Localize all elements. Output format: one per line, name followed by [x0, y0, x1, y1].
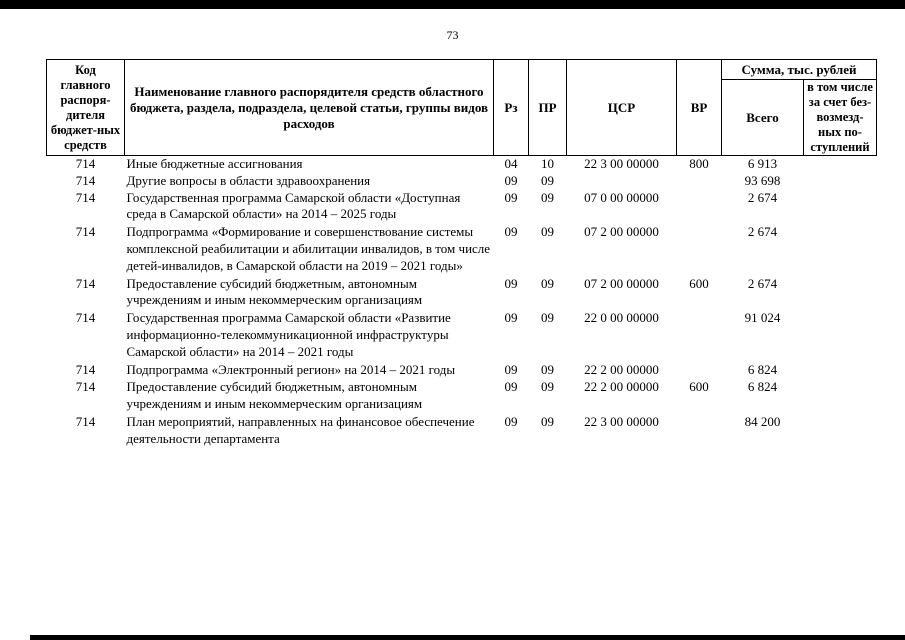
cell-pr: 10 [541, 156, 554, 171]
cell-rz: 09 [504, 275, 518, 291]
table-row [47, 275, 877, 310]
cell-pr: 09 [541, 275, 554, 291]
scan-border-top [0, 0, 905, 9]
cell-code: 714 [75, 156, 96, 171]
header-total: Всего [722, 80, 804, 156]
cell-incl [804, 361, 877, 379]
header-pr: ПР [529, 60, 567, 156]
cell-rz: 09 [504, 361, 518, 377]
cell-incl [804, 173, 877, 190]
cell-vr [677, 309, 722, 360]
cell-csr: 22 3 00 00000 [584, 156, 659, 171]
cell-total: 93 698 [744, 172, 781, 188]
cell-name: Предоставление субсидий бюджетным, автономным учреждениям и иным некоммерческим организациям [126, 275, 423, 308]
cell-code: 714 [75, 379, 96, 395]
header-name: Наименование главного распорядителя средств областного бюджета, раздела, подраздела, целевой статьи, группы видов расходов [125, 60, 494, 156]
cell-rz: 09 [504, 413, 518, 429]
table-row [47, 173, 877, 190]
cell-csr: 22 2 00 00000 [584, 379, 659, 395]
cell-rz: 09 [504, 172, 518, 188]
cell-csr: 22 3 00 00000 [584, 413, 659, 429]
cell-total: 91 024 [744, 310, 781, 326]
cell-pr: 09 [541, 361, 554, 377]
header-code: Код главного распоря-дителя бюджет-ных средств [47, 60, 125, 156]
header-csr: ЦСР [567, 60, 677, 156]
header-rz: Рз [494, 60, 529, 156]
cell-code: 714 [75, 310, 96, 326]
cell-vr [677, 173, 722, 190]
cell-pr: 09 [541, 172, 554, 188]
cell-rz: 09 [504, 189, 518, 205]
cell-vr [677, 190, 722, 224]
table-row [47, 223, 877, 274]
cell-incl [804, 378, 877, 413]
cell-name: Подпрограмма «Формирование и совершенствование системы комплексной реабилитации и абилитации инвалидов, в том числе детей-инвалидов, в Самарской области на 2019 – 2021 годы» [126, 224, 491, 273]
scan-border-bottom [30, 633, 905, 640]
cell-csr: 22 0 00 00000 [584, 310, 659, 326]
cell-pr: 09 [541, 379, 554, 395]
table-header [47, 60, 877, 156]
cell-code: 714 [75, 361, 96, 377]
budget-table [46, 59, 877, 448]
table-row [47, 413, 877, 448]
cell-pr: 09 [541, 310, 554, 326]
cell-total: 2 674 [747, 189, 778, 205]
cell-incl [804, 190, 877, 224]
cell-incl [804, 413, 877, 448]
table-row [47, 156, 877, 173]
cell-total: 2 674 [747, 275, 778, 291]
cell-total: 6 913 [747, 156, 778, 171]
cell-pr: 09 [541, 224, 554, 240]
cell-incl [804, 309, 877, 360]
cell-incl [804, 275, 877, 310]
cell-incl [804, 223, 877, 274]
cell-pr: 09 [541, 413, 554, 429]
cell-code: 714 [75, 413, 96, 429]
cell-code: 714 [75, 172, 96, 188]
cell-vr [677, 361, 722, 379]
header-sum: Сумма, тыс. рублей [722, 60, 877, 80]
cell-csr: 07 2 00 00000 [584, 224, 659, 240]
cell-name: План мероприятий, направленных на финансовое обеспечение деятельности департамента [126, 413, 475, 446]
cell-vr [677, 223, 722, 274]
cell-rz: 09 [504, 310, 518, 326]
cell-csr: 22 2 00 00000 [584, 361, 659, 377]
table-row [47, 361, 877, 379]
cell-vr: 800 [689, 156, 709, 171]
cell-total: 6 824 [747, 361, 778, 377]
header-incl: в том числе за счет без-возмезд-ных по-ступлений [804, 80, 877, 156]
cell-vr: 600 [689, 275, 709, 291]
cell-rz: 04 [504, 156, 518, 171]
cell-total: 84 200 [744, 413, 781, 429]
header-vr: ВР [677, 60, 722, 156]
cell-csr: 07 0 00 00000 [584, 189, 659, 205]
table-body [47, 156, 877, 448]
cell-total: 6 824 [747, 379, 778, 395]
cell-incl [804, 156, 877, 173]
cell-name: Государственная программа Самарской области «Развитие информационно-телекоммуникационной инфраструктуры Самарской области» на 2014 – 2021 годы [126, 310, 451, 359]
cell-csr: 07 2 00 00000 [584, 275, 659, 291]
cell-code: 714 [75, 275, 96, 291]
cell-total: 2 674 [747, 224, 778, 240]
cell-rz: 09 [504, 379, 518, 395]
cell-pr: 09 [541, 189, 554, 205]
table-row [47, 190, 877, 224]
cell-name: Другие вопросы в области здравоохранения [126, 172, 371, 188]
cell-rz: 09 [504, 224, 518, 240]
cell-code: 714 [75, 224, 96, 240]
table-row [47, 309, 877, 360]
cell-name: Государственная программа Самарской области «Доступная среда в Самарской области» на 2014 – 2025 годы [126, 189, 461, 222]
cell-name: Иные бюджетные ассигнования [126, 156, 303, 171]
cell-csr [567, 173, 677, 190]
page-number: 73 [446, 28, 459, 42]
cell-vr: 600 [689, 379, 709, 395]
cell-name: Подпрограмма «Электронный регион» на 2014 – 2021 годы [126, 361, 456, 377]
cell-name: Предоставление субсидий бюджетным, автономным учреждениям и иным некоммерческим организациям [126, 379, 423, 412]
table-row [47, 378, 877, 413]
cell-vr [677, 413, 722, 448]
cell-code: 714 [75, 189, 96, 205]
